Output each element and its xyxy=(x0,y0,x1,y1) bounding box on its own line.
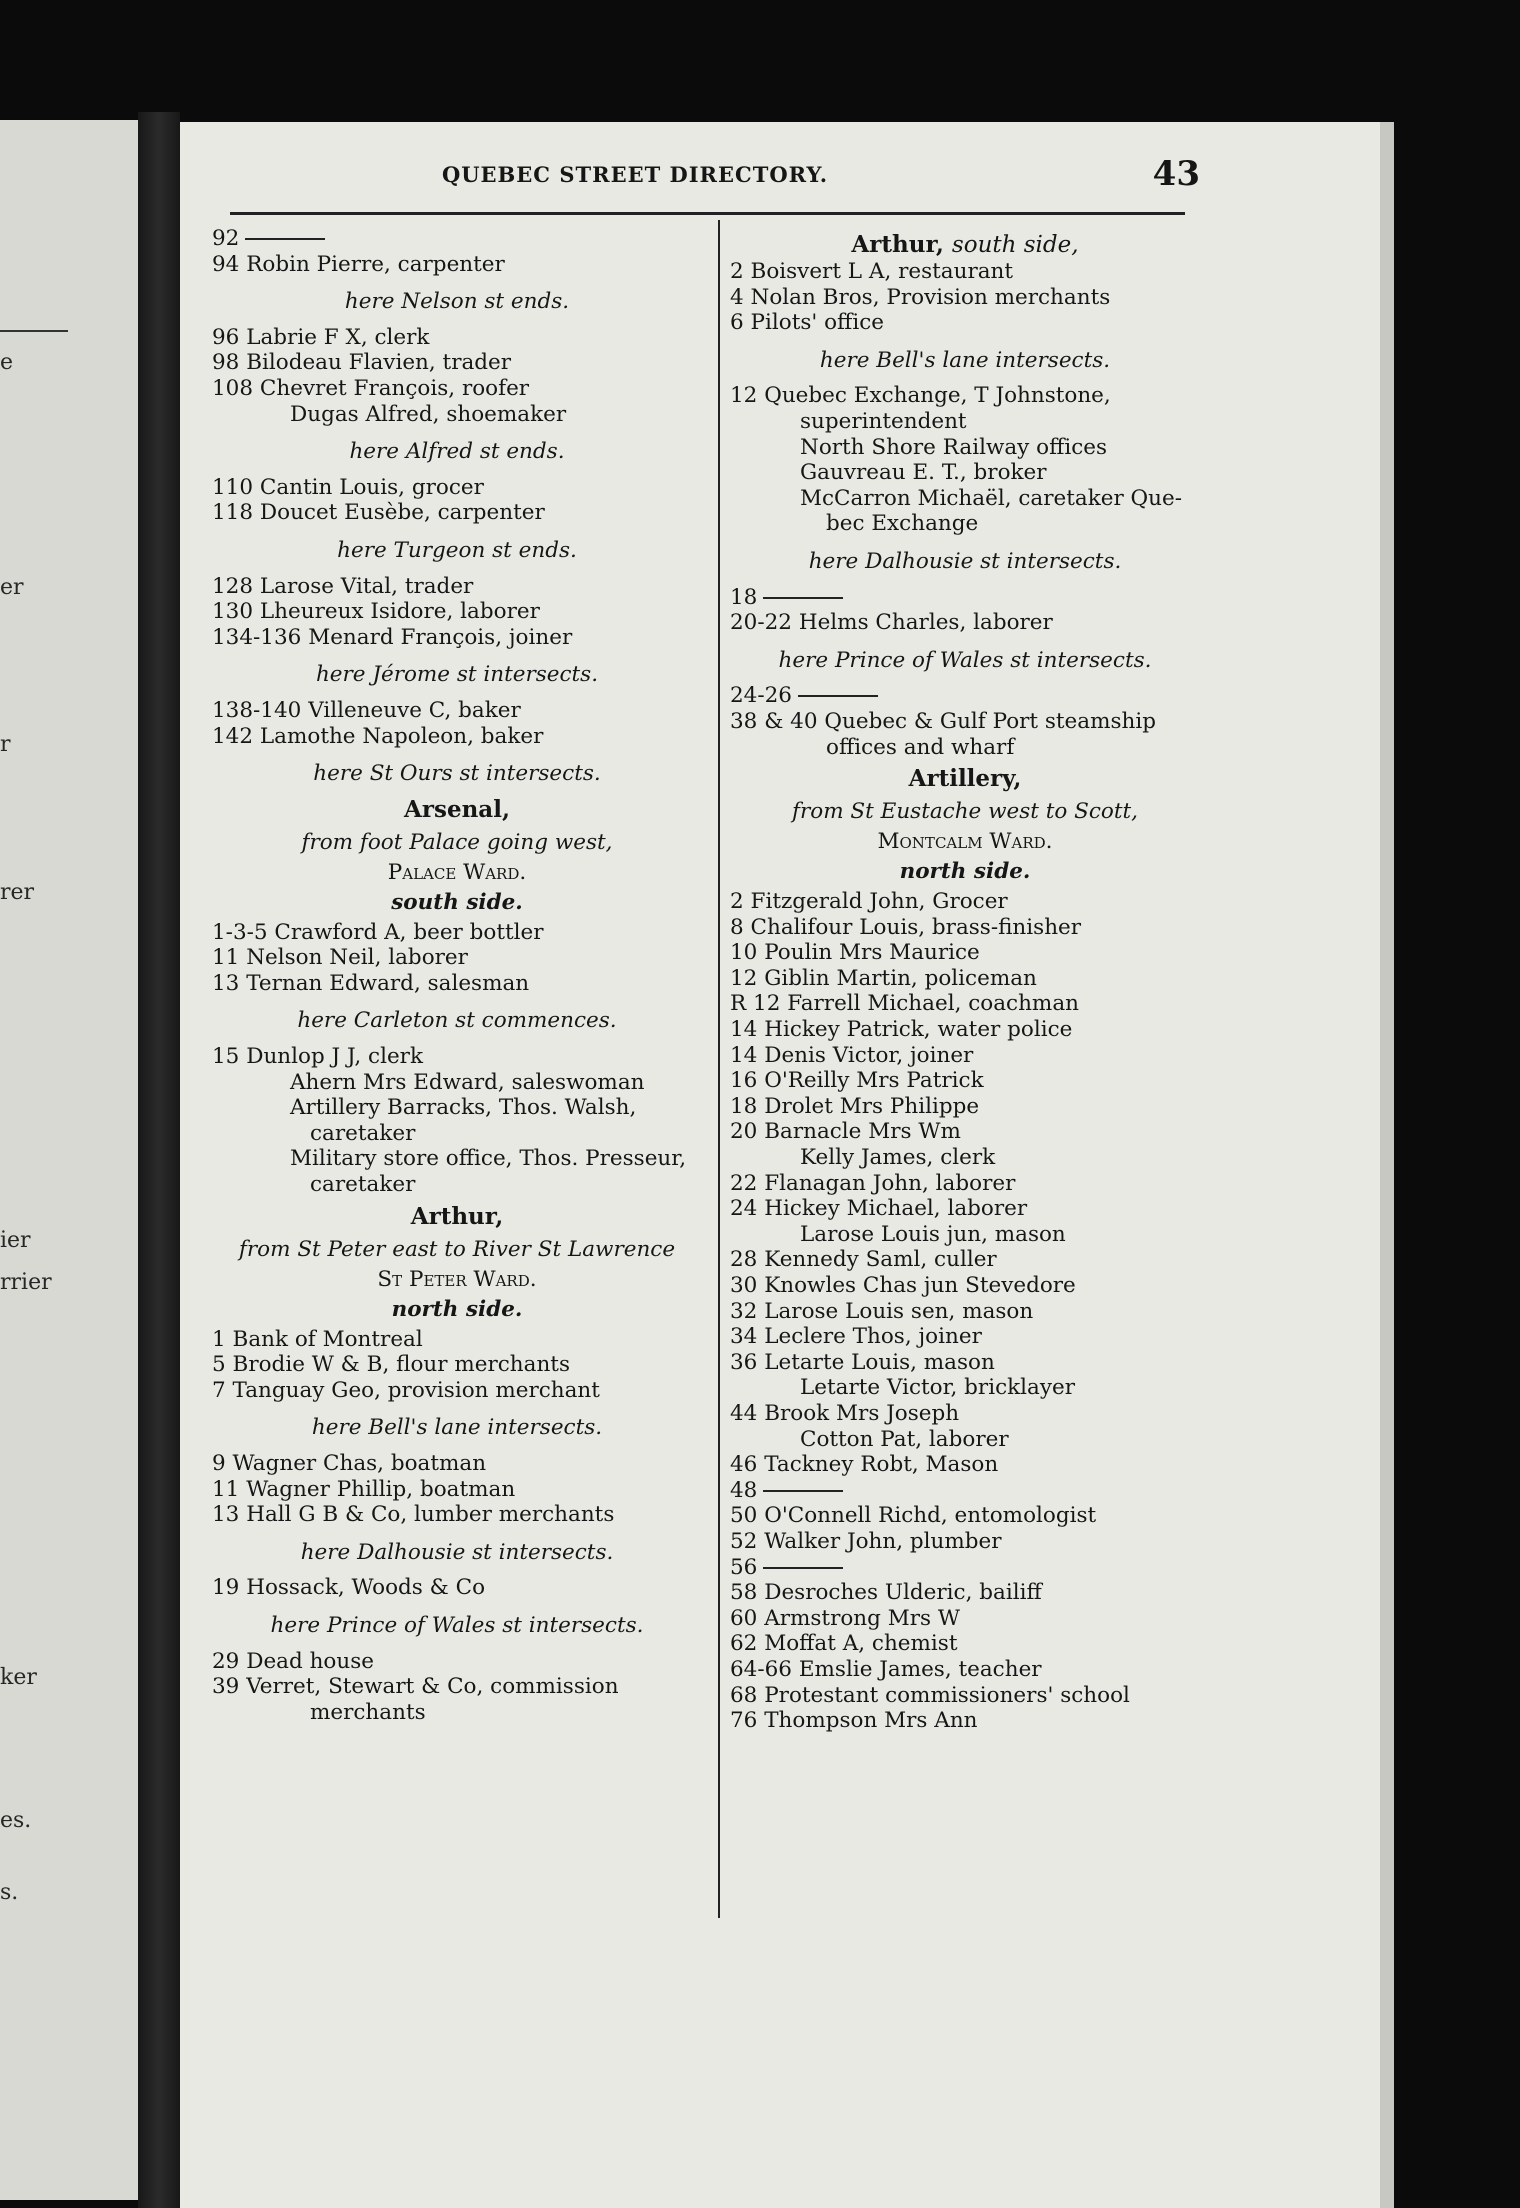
directory-entry xyxy=(212,1451,702,1477)
house-number: 48 xyxy=(730,1477,758,1503)
house-number: 29 xyxy=(212,1648,240,1674)
street-name: Arsenal, xyxy=(404,795,510,823)
book-spine xyxy=(138,112,180,2208)
previous-page-fragment: er xyxy=(0,575,24,600)
directory-entry xyxy=(730,1401,1200,1427)
page-number: 43 xyxy=(1152,154,1200,194)
occupant-text: Hossack, Woods & Co xyxy=(246,1575,486,1601)
house-number: 52 xyxy=(730,1528,758,1554)
occupant-text: Boisvert L A, restaurant xyxy=(750,259,1014,284)
occupant-text: Quebec Exchange, T Johnstone, xyxy=(764,383,1111,409)
occupant-text: Wagner Chas, boatman xyxy=(232,1451,487,1476)
directory-entry-continued: merchants xyxy=(310,1699,426,1725)
intersection-note: here Bell's lane intersects. xyxy=(311,1415,603,1441)
house-number: 32 xyxy=(730,1298,758,1324)
street-name: Arthur, xyxy=(851,231,944,258)
directory-entry xyxy=(730,610,1200,636)
street-side-heading: north side. xyxy=(899,859,1031,885)
directory-entry xyxy=(730,310,1200,336)
occupant-text: Chevret François, roofer xyxy=(259,375,530,401)
house-number: 2 xyxy=(730,259,744,284)
street-heading xyxy=(730,232,1200,259)
directory-entry xyxy=(730,1273,1200,1299)
directory-entry-continued: superintendent xyxy=(800,408,967,434)
occupant-text: Lheureux Isidore, laborer xyxy=(259,599,540,625)
intersection-note: here Prince of Wales st intersects. xyxy=(778,647,1152,673)
house-number: 14 xyxy=(730,1042,758,1068)
house-number: 68 xyxy=(730,1682,758,1708)
directory-entry xyxy=(730,1708,1200,1734)
previous-page-edge xyxy=(0,120,138,2200)
directory-entry xyxy=(730,915,1200,941)
house-number: 36 xyxy=(730,1349,758,1375)
house-number: 13 xyxy=(212,1502,240,1528)
directory-entry xyxy=(730,1478,1200,1504)
occupant-text: Armstrong Mrs W xyxy=(764,1605,960,1631)
occupant-text: Verret, Stewart & Co, commission xyxy=(246,1674,619,1700)
directory-entry-continued: Cotton Pat, laborer xyxy=(800,1426,1009,1452)
intersection-note: here Prince of Wales st intersects. xyxy=(270,1612,644,1638)
page-edge-shadow xyxy=(1380,122,1394,2208)
street-heading xyxy=(212,1204,702,1231)
house-number: 20-22 xyxy=(730,610,792,636)
vacant-dash xyxy=(763,1490,843,1492)
running-title: QUEBEC STREET DIRECTORY. xyxy=(441,162,829,187)
directory-entry xyxy=(212,574,702,600)
previous-page-fragment: rer xyxy=(0,880,35,905)
occupant-text: Dunlop J J, clerk xyxy=(246,1044,423,1070)
street-side-heading: north side. xyxy=(391,1296,523,1322)
house-number: 20 xyxy=(730,1119,758,1145)
house-number: 50 xyxy=(730,1503,758,1529)
directory-entry-continued: Dugas Alfred, shoemaker xyxy=(290,401,567,427)
house-number: 64-66 xyxy=(730,1656,792,1682)
house-number: 16 xyxy=(730,1068,758,1094)
occupant-text: Drolet Mrs Philippe xyxy=(764,1093,980,1119)
directory-entry xyxy=(730,1580,1200,1606)
occupant-text: Nelson Neil, laborer xyxy=(246,945,468,971)
left-column xyxy=(212,226,702,1725)
house-number: 134-136 xyxy=(212,624,302,650)
street-name: Arthur, xyxy=(410,1202,504,1230)
previous-page-fragment: es. xyxy=(0,1808,32,1833)
house-number: 24-26 xyxy=(730,683,792,709)
directory-entry-continued: caretaker xyxy=(310,1120,416,1146)
house-number: 98 xyxy=(212,350,240,376)
directory-entry xyxy=(212,475,702,501)
directory-entry xyxy=(212,1502,702,1528)
house-number: 96 xyxy=(212,324,240,350)
house-number: 19 xyxy=(212,1575,240,1601)
occupant-text: Letarte Louis, mason xyxy=(764,1349,995,1375)
directory-entry xyxy=(212,920,702,946)
directory-entry xyxy=(212,945,702,971)
occupant-text: Hickey Michael, laborer xyxy=(764,1196,1028,1222)
house-number: 44 xyxy=(730,1400,758,1426)
house-number: 11 xyxy=(212,945,240,971)
street-side: south side, xyxy=(951,232,1079,258)
house-number: 18 xyxy=(730,1093,758,1119)
occupant-text: Helms Charles, laborer xyxy=(798,610,1053,636)
house-number: 9 xyxy=(212,1451,226,1476)
directory-entry xyxy=(730,1171,1200,1197)
directory-entry xyxy=(730,1017,1200,1043)
house-number: 130 xyxy=(212,599,254,625)
occupant-text: Ternan Edward, salesman xyxy=(246,970,530,996)
previous-page-rule xyxy=(0,330,68,332)
directory-entry xyxy=(212,724,702,750)
directory-entry xyxy=(212,1378,702,1404)
directory-entry xyxy=(212,1674,702,1700)
house-number: 62 xyxy=(730,1631,758,1657)
directory-entry-continued: Military store office, Thos. Presseur, xyxy=(290,1146,687,1172)
directory-entry xyxy=(730,1606,1200,1632)
house-number: 4 xyxy=(730,284,744,310)
previous-page-fragment: ker xyxy=(0,1665,37,1690)
occupant-text: Villeneuve C, baker xyxy=(308,697,521,723)
street-route: from St Eustache west to Scott, xyxy=(792,799,1138,825)
directory-entry xyxy=(212,350,702,376)
directory-entry xyxy=(730,1068,1200,1094)
directory-entry xyxy=(212,500,702,526)
street-side-heading: south side. xyxy=(391,889,523,915)
ward-name: St Peter Ward. xyxy=(377,1266,537,1292)
directory-entry-continued: offices and wharf xyxy=(826,734,1015,760)
occupant-text: Larose Vital, trader xyxy=(259,573,474,599)
directory-entry-continued: Letarte Victor, bricklayer xyxy=(800,1375,1075,1401)
directory-entry xyxy=(730,991,1200,1017)
ward-name: Palace Ward. xyxy=(387,859,527,885)
directory-entry xyxy=(730,709,1200,735)
previous-page-fragment: r xyxy=(0,732,11,757)
house-number: 13 xyxy=(212,970,240,996)
directory-entry xyxy=(212,599,702,625)
vacant-dash xyxy=(245,238,325,240)
house-number: 10 xyxy=(730,940,758,966)
house-number: 1-3-5 xyxy=(212,919,268,945)
house-number: 7 xyxy=(212,1377,226,1403)
directory-entry-continued: Ahern Mrs Edward, saleswoman xyxy=(290,1069,645,1095)
directory-entry xyxy=(212,1575,702,1601)
house-number: 15 xyxy=(212,1044,240,1070)
house-number: 142 xyxy=(212,723,254,749)
occupant-text: Flanagan John, laborer xyxy=(764,1170,1016,1196)
directory-entry xyxy=(730,1094,1200,1120)
directory-entry xyxy=(730,1503,1200,1529)
house-number: 38 & 40 xyxy=(730,708,818,734)
house-number: 94 xyxy=(212,251,240,277)
previous-page-fragment: ier xyxy=(0,1228,31,1253)
previous-page-fragment: rrier xyxy=(0,1270,52,1295)
directory-entry xyxy=(212,1352,702,1378)
occupant-text: Larose Louis sen, mason xyxy=(764,1298,1034,1324)
occupant-text: Menard François, joiner xyxy=(308,624,573,650)
occupant-text: Labrie F X, clerk xyxy=(246,324,430,350)
occupant-text: Leclere Thos, joiner xyxy=(764,1324,982,1350)
occupant-text: Kennedy Saml, culler xyxy=(764,1247,997,1273)
directory-entry xyxy=(730,1196,1200,1222)
occupant-text: Fitzgerald John, Grocer xyxy=(750,889,1008,915)
occupant-text: O'Reilly Mrs Patrick xyxy=(764,1068,984,1094)
occupant-text: Brodie W & B, flour merchants xyxy=(232,1352,570,1378)
occupant-text: Pilots' office xyxy=(750,310,884,336)
intersection-note: here Turgeon st ends. xyxy=(337,537,577,563)
intersection-note: here Carleton st commences. xyxy=(297,1008,617,1034)
house-number: R 12 xyxy=(730,991,781,1017)
occupant-text: Walker John, plumber xyxy=(764,1528,1002,1554)
directory-entry xyxy=(212,1044,702,1070)
occupant-text: Barnacle Mrs Wm xyxy=(764,1119,961,1145)
directory-entry xyxy=(730,1299,1200,1325)
street-route: from foot Palace going west, xyxy=(301,829,613,855)
house-number: 110 xyxy=(212,474,254,500)
directory-entry xyxy=(730,683,1200,709)
directory-entry xyxy=(730,1119,1200,1145)
directory-entry xyxy=(212,971,702,997)
directory-entry-continued: caretaker xyxy=(310,1172,416,1198)
directory-entry xyxy=(730,940,1200,966)
occupant-text: Emslie James, teacher xyxy=(798,1656,1042,1682)
directory-entry xyxy=(730,1452,1200,1478)
directory-entry xyxy=(730,259,1200,285)
directory-entry xyxy=(212,252,702,278)
intersection-note: here Dalhousie st intersects. xyxy=(300,1539,614,1565)
column-divider xyxy=(718,220,720,1918)
house-number: 22 xyxy=(730,1170,758,1196)
house-number: 56 xyxy=(730,1554,758,1580)
occupant-text: Tanguay Geo, provision merchant xyxy=(232,1377,600,1403)
occupant-text: Knowles Chas jun Stevedore xyxy=(764,1273,1076,1298)
street-heading xyxy=(730,766,1200,793)
house-number: 28 xyxy=(730,1247,758,1273)
directory-entry xyxy=(212,698,702,724)
house-number: 24 xyxy=(730,1196,758,1222)
occupant-text: Thompson Mrs Ann xyxy=(764,1708,978,1734)
vacant-dash xyxy=(763,597,843,599)
occupant-text: Farrell Michael, coachman xyxy=(787,991,1079,1017)
street-route: from St Peter east to River St Lawrence xyxy=(238,1236,676,1262)
occupant-text: Denis Victor, joiner xyxy=(764,1042,974,1068)
occupant-text: Crawford A, beer bottler xyxy=(274,919,544,945)
occupant-text: Chalifour Louis, brass-finisher xyxy=(750,914,1082,940)
directory-entry xyxy=(730,1555,1200,1581)
directory-entry xyxy=(212,1649,702,1675)
house-number: 34 xyxy=(730,1324,758,1350)
house-number: 1 xyxy=(212,1326,226,1352)
occupant-text: Nolan Bros, Provision merchants xyxy=(750,284,1111,310)
directory-entry xyxy=(730,585,1200,611)
occupant-text: Brook Mrs Joseph xyxy=(764,1400,960,1426)
street-name: Artillery, xyxy=(908,765,1022,793)
occupant-text: Wagner Phillip, boatman xyxy=(246,1476,516,1502)
directory-entry xyxy=(730,383,1200,409)
street-heading xyxy=(212,797,702,824)
intersection-note: here Nelson st ends. xyxy=(344,289,570,315)
directory-entry-continued: North Shore Railway offices xyxy=(800,434,1108,460)
right-column xyxy=(730,226,1200,1734)
occupant-text: Doucet Eusèbe, carpenter xyxy=(259,500,545,526)
directory-entry xyxy=(730,889,1200,915)
directory-entry xyxy=(212,376,702,402)
directory-entry xyxy=(730,1324,1200,1350)
directory-entry xyxy=(730,1631,1200,1657)
intersection-note: here Jérome st intersects. xyxy=(315,662,599,688)
intersection-note: here Bell's lane intersects. xyxy=(819,347,1111,373)
house-number: 60 xyxy=(730,1605,758,1631)
directory-entry xyxy=(730,1683,1200,1709)
house-number: 2 xyxy=(730,889,744,915)
occupant-text: Robin Pierre, carpenter xyxy=(246,251,505,277)
occupant-text: Bank of Montreal xyxy=(232,1326,423,1352)
directory-entry-continued: McCarron Michaël, caretaker Que- xyxy=(800,485,1183,511)
directory-entry xyxy=(212,226,702,252)
directory-entry-continued: bec Exchange xyxy=(826,511,979,537)
occupant-text: Hall G B & Co, lumber merchants xyxy=(246,1502,615,1528)
occupant-text: Moffat A, chemist xyxy=(764,1631,958,1657)
directory-entry xyxy=(730,1529,1200,1555)
house-number: 14 xyxy=(730,1017,758,1043)
house-number: 58 xyxy=(730,1580,758,1606)
occupant-text: Tackney Robt, Mason xyxy=(764,1452,999,1478)
occupant-text: Poulin Mrs Maurice xyxy=(764,940,980,966)
directory-entry-continued: Kelly James, clerk xyxy=(800,1145,996,1171)
directory-entry xyxy=(730,1657,1200,1683)
directory-entry xyxy=(212,1477,702,1503)
house-number: 6 xyxy=(730,310,744,336)
house-number: 76 xyxy=(730,1708,758,1734)
occupant-text: O'Connell Richd, entomologist xyxy=(764,1503,1097,1529)
vacant-dash xyxy=(763,1567,843,1569)
directory-entry-continued: Artillery Barracks, Thos. Walsh, xyxy=(290,1095,637,1121)
house-number: 128 xyxy=(212,573,254,599)
directory-entry-continued: Larose Louis jun, mason xyxy=(800,1221,1066,1247)
occupant-text: Bilodeau Flavien, trader xyxy=(246,350,512,376)
house-number: 92 xyxy=(212,226,240,251)
occupant-text: Cantin Louis, grocer xyxy=(259,474,484,500)
directory-entry xyxy=(730,1043,1200,1069)
previous-page-fragment: e xyxy=(0,350,14,375)
house-number: 11 xyxy=(212,1476,240,1502)
occupant-text: Giblin Martin, policeman xyxy=(764,965,1037,991)
directory-entry xyxy=(730,1247,1200,1273)
house-number: 118 xyxy=(212,500,254,526)
intersection-note: here Dalhousie st intersects. xyxy=(808,548,1122,574)
house-number: 12 xyxy=(730,965,758,991)
vacant-dash xyxy=(798,695,878,697)
house-number: 5 xyxy=(212,1352,226,1378)
occupant-text: Lamothe Napoleon, baker xyxy=(259,723,544,749)
intersection-note: here St Ours st intersects. xyxy=(313,761,601,787)
house-number: 30 xyxy=(730,1273,758,1298)
directory-entry xyxy=(212,625,702,651)
house-number: 108 xyxy=(212,375,254,401)
occupant-text: Desroches Ulderic, bailiff xyxy=(764,1580,1042,1606)
directory-entry-continued: Gauvreau E. T., broker xyxy=(800,460,1047,486)
house-number: 8 xyxy=(730,914,744,940)
intersection-note: here Alfred st ends. xyxy=(349,439,565,465)
occupant-text: Hickey Patrick, water police xyxy=(764,1017,1073,1043)
ward-name: Montcalm Ward. xyxy=(877,829,1053,855)
directory-entry xyxy=(730,1350,1200,1376)
house-number: 12 xyxy=(730,383,758,409)
directory-entry xyxy=(730,966,1200,992)
occupant-text: Dead house xyxy=(246,1648,374,1674)
directory-entry xyxy=(212,325,702,351)
directory-entry xyxy=(730,285,1200,311)
house-number: 46 xyxy=(730,1452,758,1478)
house-number: 39 xyxy=(212,1674,240,1700)
header-rule xyxy=(230,212,1185,215)
house-number: 138-140 xyxy=(212,697,302,723)
house-number: 18 xyxy=(730,584,758,610)
directory-entry xyxy=(212,1327,702,1353)
previous-page-fragment: s. xyxy=(0,1880,19,1905)
occupant-text: Quebec & Gulf Port steamship xyxy=(824,708,1157,734)
occupant-text: Protestant commissioners' school xyxy=(764,1682,1130,1708)
